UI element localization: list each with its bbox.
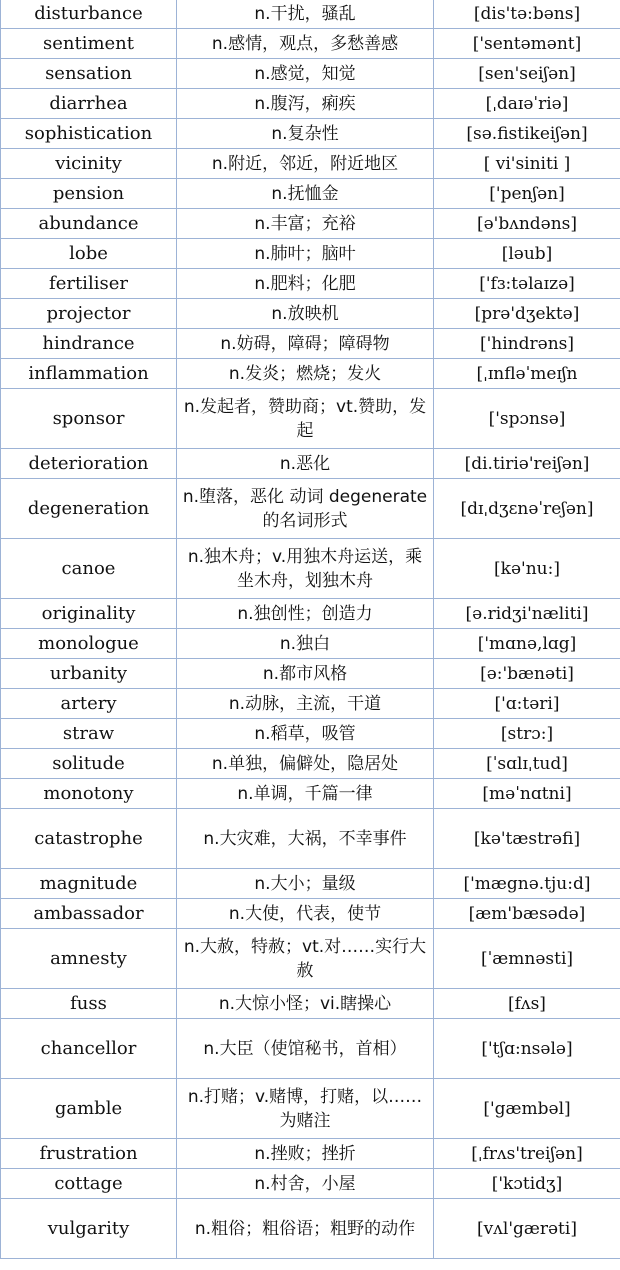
table-row [1, 449, 620, 479]
table-row [1, 809, 620, 869]
phonetic-cell: [fʌs] [434, 989, 620, 1019]
meaning-cell: n.发起者，赞助商；vt.赞助，发起 [177, 389, 434, 449]
phonetic-cell: [kə'nu:] [434, 539, 620, 599]
phonetic-cell: [sen'seiʃən] [434, 59, 620, 89]
word-cell: degeneration [1, 479, 177, 539]
phonetic-cell: ['sentəmənt] [434, 29, 620, 59]
phonetic-cell: ['penʃən] [434, 179, 620, 209]
table-row [1, 59, 620, 89]
phonetic-cell: [dɪˌdʒɛnəˈreʃən] [434, 479, 620, 539]
word-cell: pension [1, 179, 177, 209]
word-cell: fertiliser [1, 269, 177, 299]
phonetic-cell: ['ɑ:təri] [434, 689, 620, 719]
meaning-cell: n.大灾难，大祸，不幸事件 [177, 809, 434, 869]
meaning-cell: n.发炎；燃烧；发火 [177, 359, 434, 389]
meaning-cell: n.单独，偏僻处，隐居处 [177, 749, 434, 779]
table-row [1, 299, 620, 329]
word-cell: sensation [1, 59, 177, 89]
phonetic-cell: [ˌdaɪəˈriə] [434, 89, 620, 119]
table-row [1, 269, 620, 299]
table-row [1, 209, 620, 239]
word-cell: disturbance [1, 0, 177, 29]
table-row [1, 539, 620, 599]
phonetic-cell: [məˈnɑtni] [434, 779, 620, 809]
meaning-cell: n.复杂性 [177, 119, 434, 149]
phonetic-cell: [ˈæmnəsti] [434, 929, 620, 989]
word-cell: gamble [1, 1079, 177, 1139]
meaning-cell: n.附近，邻近，附近地区 [177, 149, 434, 179]
phonetic-cell: ['gæmbəl] [434, 1079, 620, 1139]
table-row [1, 719, 620, 749]
phonetic-cell: [ləub] [434, 239, 620, 269]
word-cell: artery [1, 689, 177, 719]
meaning-cell: n.独木舟；v.用独木舟运送，乘坐木舟，划独木舟 [177, 539, 434, 599]
meaning-cell: n.放映机 [177, 299, 434, 329]
word-cell: fuss [1, 989, 177, 1019]
meaning-cell: n.大赦，特赦；vt.对……实行大赦 [177, 929, 434, 989]
word-cell: projector [1, 299, 177, 329]
phonetic-cell: ['fɜ:təlaɪzə] [434, 269, 620, 299]
phonetic-cell: [ˌfrʌs'treiʃən] [434, 1139, 620, 1169]
phonetic-cell: [vʌl'gærəti] [434, 1199, 620, 1259]
vocabulary-table-body [1, 0, 620, 1259]
table-row [1, 869, 620, 899]
phonetic-cell: ['hindrəns] [434, 329, 620, 359]
phonetic-cell: [ə.ridʒi'næliti] [434, 599, 620, 629]
phonetic-cell: [ə:'bænəti] [434, 659, 620, 689]
word-cell: monologue [1, 629, 177, 659]
meaning-cell: n.肺叶；脑叶 [177, 239, 434, 269]
meaning-cell: n.感觉，知觉 [177, 59, 434, 89]
meaning-cell: n.恶化 [177, 449, 434, 479]
word-cell: sponsor [1, 389, 177, 449]
phonetic-cell: ['mɑnə,lɑg] [434, 629, 620, 659]
word-cell: catastrophe [1, 809, 177, 869]
phonetic-cell: [sə.fistikeiʃən] [434, 119, 620, 149]
table-row [1, 0, 620, 29]
word-cell: ambassador [1, 899, 177, 929]
meaning-cell: n.打赌；v.赌博，打赌，以……为赌注 [177, 1079, 434, 1139]
table-row [1, 1199, 620, 1259]
phonetic-cell: [kə'tæstrəfi] [434, 809, 620, 869]
word-cell: magnitude [1, 869, 177, 899]
meaning-cell: n.独白 [177, 629, 434, 659]
table-row [1, 599, 620, 629]
word-cell: abundance [1, 209, 177, 239]
phonetic-cell: ['kɔtidʒ] [434, 1169, 620, 1199]
table-row [1, 899, 620, 929]
table-row [1, 359, 620, 389]
word-cell: chancellor [1, 1019, 177, 1079]
phonetic-cell: ['spɔnsə] [434, 389, 620, 449]
table-row [1, 389, 620, 449]
word-cell: diarrhea [1, 89, 177, 119]
meaning-cell: n.干扰，骚乱 [177, 0, 434, 29]
table-row [1, 1079, 620, 1139]
meaning-cell: n.动脉，主流，干道 [177, 689, 434, 719]
phonetic-cell: [ə'bʌndəns] [434, 209, 620, 239]
table-row [1, 239, 620, 269]
meaning-cell: n.都市风格 [177, 659, 434, 689]
meaning-cell: n.挫败；挫折 [177, 1139, 434, 1169]
phonetic-cell: [ˌɪnfləˈmeɪʃn [434, 359, 620, 389]
phonetic-cell: [ vi'siniti ] [434, 149, 620, 179]
phonetic-cell: [dis'tə:bəns] [434, 0, 620, 29]
word-cell: straw [1, 719, 177, 749]
meaning-cell: n.单调，千篇一律 [177, 779, 434, 809]
table-row [1, 89, 620, 119]
word-cell: deterioration [1, 449, 177, 479]
meaning-cell: n.粗俗；粗俗语；粗野的动作 [177, 1199, 434, 1259]
meaning-cell: n.稻草，吸管 [177, 719, 434, 749]
phonetic-cell: ['tʃɑ:nsələ] [434, 1019, 620, 1079]
phonetic-cell: [strɔ:] [434, 719, 620, 749]
meaning-cell: n.肥料；化肥 [177, 269, 434, 299]
word-cell: hindrance [1, 329, 177, 359]
table-row [1, 119, 620, 149]
meaning-cell: n.村舍，小屋 [177, 1169, 434, 1199]
table-row [1, 179, 620, 209]
word-cell: vulgarity [1, 1199, 177, 1259]
meaning-cell: n.大小；量级 [177, 869, 434, 899]
table-row [1, 479, 620, 539]
word-cell: vicinity [1, 149, 177, 179]
word-cell: solitude [1, 749, 177, 779]
meaning-cell: n.抚恤金 [177, 179, 434, 209]
meaning-cell: n.大惊小怪；vi.瞎操心 [177, 989, 434, 1019]
table-row [1, 689, 620, 719]
table-row [1, 29, 620, 59]
word-cell: urbanity [1, 659, 177, 689]
table-row [1, 659, 620, 689]
word-cell: sentiment [1, 29, 177, 59]
meaning-cell: n.大使，代表，使节 [177, 899, 434, 929]
phonetic-cell: [di.tiriə'reiʃən] [434, 449, 620, 479]
meaning-cell: n.妨碍，障碍；障碍物 [177, 329, 434, 359]
word-cell: originality [1, 599, 177, 629]
word-cell: sophistication [1, 119, 177, 149]
table-row [1, 1169, 620, 1199]
table-row [1, 149, 620, 179]
word-cell: lobe [1, 239, 177, 269]
word-cell: canoe [1, 539, 177, 599]
table-row [1, 1139, 620, 1169]
word-cell: monotony [1, 779, 177, 809]
meaning-cell: n.大臣（使馆秘书，首相） [177, 1019, 434, 1079]
table-row [1, 749, 620, 779]
phonetic-cell: [æm'bæsədə] [434, 899, 620, 929]
phonetic-cell: [ˈsɑlɪˌtud] [434, 749, 620, 779]
meaning-cell: n.堕落，恶化 动词 degenerate 的名词形式 [177, 479, 434, 539]
table-row [1, 779, 620, 809]
phonetic-cell: [prə'dʒektə] [434, 299, 620, 329]
meaning-cell: n.丰富；充裕 [177, 209, 434, 239]
table-row [1, 329, 620, 359]
table-row [1, 1019, 620, 1079]
word-cell: inflammation [1, 359, 177, 389]
meaning-cell: n.独创性；创造力 [177, 599, 434, 629]
meaning-cell: n.腹泻，痢疾 [177, 89, 434, 119]
word-cell: amnesty [1, 929, 177, 989]
table-row [1, 929, 620, 989]
word-cell: cottage [1, 1169, 177, 1199]
phonetic-cell: ['mægnə.tju:d] [434, 869, 620, 899]
table-row [1, 989, 620, 1019]
table-row [1, 629, 620, 659]
meaning-cell: n.感情，观点，多愁善感 [177, 29, 434, 59]
word-cell: frustration [1, 1139, 177, 1169]
